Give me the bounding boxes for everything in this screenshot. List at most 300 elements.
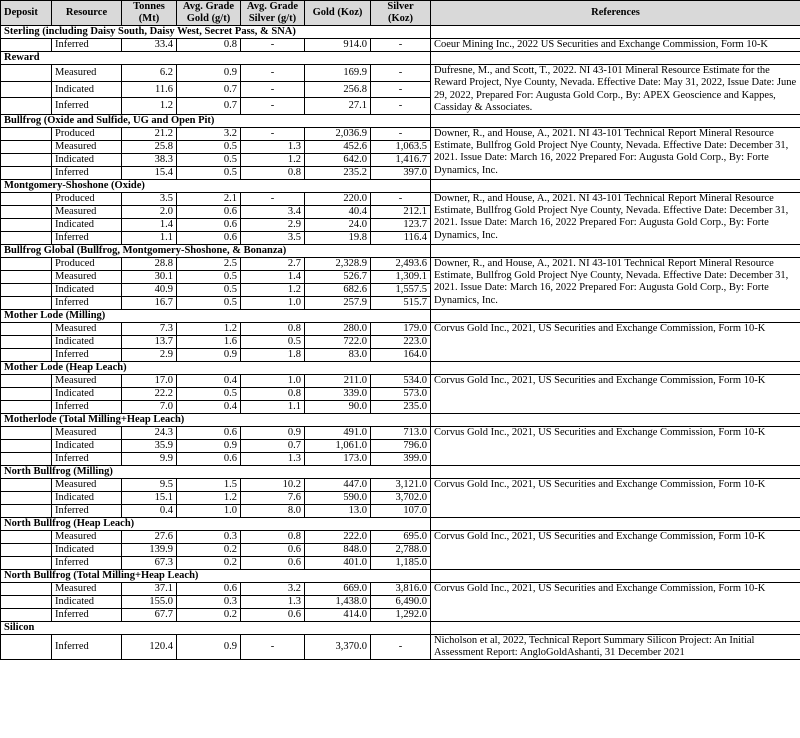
gold-koz-cell: 669.0: [305, 583, 371, 596]
deposit-blank-cell: [1, 141, 52, 154]
silver-koz-cell: 695.0: [371, 531, 431, 544]
resource-cell: Inferred: [52, 635, 122, 660]
deposit-name: Montgomery-Shoshone (Oxide): [1, 180, 431, 193]
tonnes-cell: 3.5: [122, 193, 177, 206]
gold-koz-cell: 13.0: [305, 505, 371, 518]
grade-gold-cell: 0.9: [177, 65, 241, 82]
table-row: [1, 258, 800, 271]
grade-silver-cell: 1.3: [241, 141, 305, 154]
gold-koz-cell: 280.0: [305, 323, 371, 336]
tonnes-cell: 7.0: [122, 401, 177, 414]
grade-gold-cell: 0.9: [177, 440, 241, 453]
resource-cell: Measured: [52, 479, 122, 492]
silver-koz-cell: 164.0: [371, 349, 431, 362]
grade-silver-cell: 0.9: [241, 427, 305, 440]
silver-koz-cell: -: [371, 98, 431, 115]
tonnes-cell: 1.1: [122, 232, 177, 245]
deposit-blank-cell: [1, 401, 52, 414]
grade-silver-cell: 10.2: [241, 479, 305, 492]
tonnes-cell: 7.3: [122, 323, 177, 336]
tonnes-cell: 139.9: [122, 544, 177, 557]
deposit-blank-cell: [1, 98, 52, 115]
gold-koz-cell: 447.0: [305, 479, 371, 492]
resource-cell: Inferred: [52, 98, 122, 115]
deposit-name: North Bullfrog (Total Milling+Heap Leach): [1, 570, 431, 583]
gold-koz-cell: 526.7: [305, 271, 371, 284]
silver-koz-cell: 107.0: [371, 505, 431, 518]
deposit-blank-cell: [1, 596, 52, 609]
silver-koz-cell: 713.0: [371, 427, 431, 440]
silver-koz-cell: 1,063.5: [371, 141, 431, 154]
grade-gold-cell: 0.6: [177, 583, 241, 596]
deposit-blank-cell: [1, 609, 52, 622]
gold-koz-cell: 401.0: [305, 557, 371, 570]
deposit-blank-cell: [1, 492, 52, 505]
grade-gold-cell: 1.2: [177, 323, 241, 336]
deposit-header-row: [1, 52, 800, 65]
resource-cell: Measured: [52, 427, 122, 440]
resource-cell: Indicated: [52, 81, 122, 98]
tonnes-cell: 27.6: [122, 531, 177, 544]
deposit-blank-cell: [1, 297, 52, 310]
gold-koz-cell: 235.2: [305, 167, 371, 180]
deposit-blank-cell: [1, 557, 52, 570]
tonnes-cell: 22.2: [122, 388, 177, 401]
resource-cell: Indicated: [52, 544, 122, 557]
gold-koz-cell: 491.0: [305, 427, 371, 440]
header-silver-koz: Silver (Koz): [371, 1, 431, 26]
grade-gold-cell: 2.1: [177, 193, 241, 206]
tonnes-cell: 9.9: [122, 453, 177, 466]
reference-cell: Corvus Gold Inc., 2021, US Securities and Exchange Commission, Form 10-K: [431, 375, 800, 414]
grade-gold-cell: 0.5: [177, 154, 241, 167]
silver-koz-cell: 796.0: [371, 440, 431, 453]
grade-silver-cell: -: [241, 193, 305, 206]
header-row: [1, 1, 800, 26]
grade-silver-cell: 1.3: [241, 596, 305, 609]
deposit-blank-cell: [1, 388, 52, 401]
deposit-header-row: [1, 245, 800, 258]
silver-koz-cell: 573.0: [371, 388, 431, 401]
deposit-name: Reward: [1, 52, 431, 65]
silver-koz-cell: 116.4: [371, 232, 431, 245]
reference-blank-cell: [431, 622, 800, 635]
table-row: [1, 39, 800, 52]
tonnes-cell: 13.7: [122, 336, 177, 349]
grade-silver-cell: -: [241, 98, 305, 115]
resource-cell: Measured: [52, 141, 122, 154]
reference-blank-cell: [431, 362, 800, 375]
gold-koz-cell: 222.0: [305, 531, 371, 544]
table-row: [1, 479, 800, 492]
resource-cell: Indicated: [52, 388, 122, 401]
deposit-blank-cell: [1, 128, 52, 141]
tonnes-cell: 24.3: [122, 427, 177, 440]
resource-cell: Measured: [52, 583, 122, 596]
deposit-name: Bullfrog Global (Bullfrog, Montgomery-Shoshone, & Bonanza): [1, 245, 431, 258]
grade-gold-cell: 0.5: [177, 167, 241, 180]
reference-cell: Nicholson et al, 2022, Technical Report Summary Silicon Project: An Initial Assessment Report: AngloGoldAshanti, 31 December 2021: [431, 635, 800, 660]
silver-koz-cell: 534.0: [371, 375, 431, 388]
deposit-name: North Bullfrog (Heap Leach): [1, 518, 431, 531]
gold-koz-cell: 3,370.0: [305, 635, 371, 660]
gold-koz-cell: 339.0: [305, 388, 371, 401]
reference-blank-cell: [431, 310, 800, 323]
header-grade-gold: Avg. Grade Gold (g/t): [177, 1, 241, 26]
deposit-blank-cell: [1, 323, 52, 336]
header-references: References: [431, 1, 800, 26]
tonnes-cell: 17.0: [122, 375, 177, 388]
grade-gold-cell: 0.5: [177, 141, 241, 154]
silver-koz-cell: -: [371, 65, 431, 82]
gold-koz-cell: 722.0: [305, 336, 371, 349]
reference-blank-cell: [431, 414, 800, 427]
resource-cell: Inferred: [52, 167, 122, 180]
grade-gold-cell: 0.5: [177, 284, 241, 297]
resource-cell: Inferred: [52, 453, 122, 466]
grade-silver-cell: 1.8: [241, 349, 305, 362]
header-grade-silver: Avg. Grade Silver (g/t): [241, 1, 305, 26]
resource-cell: Indicated: [52, 219, 122, 232]
tonnes-cell: 37.1: [122, 583, 177, 596]
silver-koz-cell: 223.0: [371, 336, 431, 349]
tonnes-cell: 11.6: [122, 81, 177, 98]
reference-cell: Coeur Mining Inc., 2022 US Securities and Exchange Commission, Form 10-K: [431, 39, 800, 52]
deposit-blank-cell: [1, 505, 52, 518]
deposit-header-row: [1, 622, 800, 635]
gold-koz-cell: 590.0: [305, 492, 371, 505]
grade-gold-cell: 0.8: [177, 39, 241, 52]
silver-koz-cell: -: [371, 128, 431, 141]
silver-koz-cell: 1,309.1: [371, 271, 431, 284]
gold-koz-cell: 90.0: [305, 401, 371, 414]
grade-gold-cell: 0.7: [177, 81, 241, 98]
tonnes-cell: 15.1: [122, 492, 177, 505]
grade-gold-cell: 0.5: [177, 388, 241, 401]
grade-gold-cell: 0.7: [177, 98, 241, 115]
tonnes-cell: 2.9: [122, 349, 177, 362]
gold-koz-cell: 914.0: [305, 39, 371, 52]
grade-silver-cell: -: [241, 635, 305, 660]
reference-cell: Downer, R., and House, A., 2021. NI 43-101 Technical Report Mineral Resource Estimate, Bullfrog Gold Project Nye County, Nevada. Effective Date: December 31, 2021. Issue Date: March 16, 2022 Prepared For: Augusta Gold Corp., By: Forte Dynamics, Inc.: [431, 128, 800, 180]
silver-koz-cell: 515.7: [371, 297, 431, 310]
deposit-header-row: [1, 518, 800, 531]
silver-koz-cell: 179.0: [371, 323, 431, 336]
grade-gold-cell: 1.5: [177, 479, 241, 492]
deposit-blank-cell: [1, 479, 52, 492]
deposit-header-row: [1, 310, 800, 323]
reference-blank-cell: [431, 570, 800, 583]
resource-cell: Indicated: [52, 440, 122, 453]
grade-silver-cell: 1.4: [241, 271, 305, 284]
deposit-blank-cell: [1, 193, 52, 206]
gold-koz-cell: 642.0: [305, 154, 371, 167]
resource-cell: Indicated: [52, 596, 122, 609]
gold-koz-cell: 27.1: [305, 98, 371, 115]
gold-koz-cell: 2,328.9: [305, 258, 371, 271]
grade-silver-cell: 0.6: [241, 609, 305, 622]
deposit-header-row: [1, 362, 800, 375]
resource-cell: Measured: [52, 531, 122, 544]
tonnes-cell: 16.7: [122, 297, 177, 310]
gold-koz-cell: 682.6: [305, 284, 371, 297]
resource-cell: Indicated: [52, 154, 122, 167]
grade-gold-cell: 0.9: [177, 635, 241, 660]
deposit-blank-cell: [1, 336, 52, 349]
resource-cell: Inferred: [52, 505, 122, 518]
reference-blank-cell: [431, 245, 800, 258]
grade-gold-cell: 2.5: [177, 258, 241, 271]
tonnes-cell: 15.4: [122, 167, 177, 180]
reference-blank-cell: [431, 466, 800, 479]
grade-silver-cell: 0.8: [241, 323, 305, 336]
resource-cell: Measured: [52, 375, 122, 388]
grade-silver-cell: 0.5: [241, 336, 305, 349]
grade-gold-cell: 0.9: [177, 349, 241, 362]
deposit-name: Sterling (including Daisy South, Daisy West, Secret Pass, & SNA): [1, 26, 431, 39]
silver-koz-cell: 123.7: [371, 219, 431, 232]
resource-cell: Inferred: [52, 401, 122, 414]
grade-silver-cell: 3.2: [241, 583, 305, 596]
deposit-blank-cell: [1, 167, 52, 180]
resource-cell: Indicated: [52, 336, 122, 349]
deposit-blank-cell: [1, 81, 52, 98]
table-body: [1, 26, 800, 660]
deposit-blank-cell: [1, 453, 52, 466]
reference-cell: Corvus Gold Inc., 2021, US Securities and Exchange Commission, Form 10-K: [431, 479, 800, 518]
deposit-blank-cell: [1, 271, 52, 284]
silver-koz-cell: 2,788.0: [371, 544, 431, 557]
deposit-header-row: [1, 26, 800, 39]
reference-blank-cell: [431, 518, 800, 531]
gold-koz-cell: 83.0: [305, 349, 371, 362]
deposit-blank-cell: [1, 531, 52, 544]
grade-gold-cell: 0.5: [177, 271, 241, 284]
tonnes-cell: 9.5: [122, 479, 177, 492]
grade-gold-cell: 1.0: [177, 505, 241, 518]
reference-cell: Dufresne, M., and Scott, T., 2022. NI 43-101 Mineral Resource Estimate for the Reward Project, Nye County, Nevada. Effective Date: May 31, 2022, Issue Date: June 29, 2022, Prepared For: Augusta Gold Corp., By: APEX Geoscience and Kappes, Cassiday & Associates.: [431, 65, 800, 115]
tonnes-cell: 1.4: [122, 219, 177, 232]
deposit-name: Bullfrog (Oxide and Sulfide, UG and Open Pit): [1, 115, 431, 128]
grade-gold-cell: 1.2: [177, 492, 241, 505]
reference-blank-cell: [431, 52, 800, 65]
gold-koz-cell: 1,438.0: [305, 596, 371, 609]
resource-cell: Measured: [52, 323, 122, 336]
reference-cell: Corvus Gold Inc., 2021, US Securities and Exchange Commission, Form 10-K: [431, 531, 800, 570]
grade-silver-cell: 1.3: [241, 453, 305, 466]
silver-koz-cell: 3,702.0: [371, 492, 431, 505]
deposit-blank-cell: [1, 284, 52, 297]
deposit-blank-cell: [1, 39, 52, 52]
grade-gold-cell: 0.6: [177, 453, 241, 466]
silver-koz-cell: 235.0: [371, 401, 431, 414]
tonnes-cell: 2.0: [122, 206, 177, 219]
resource-cell: Inferred: [52, 609, 122, 622]
deposit-blank-cell: [1, 635, 52, 660]
grade-gold-cell: 0.6: [177, 232, 241, 245]
gold-koz-cell: 848.0: [305, 544, 371, 557]
tonnes-cell: 28.8: [122, 258, 177, 271]
grade-gold-cell: 0.4: [177, 375, 241, 388]
deposit-name: Silicon: [1, 622, 431, 635]
deposit-blank-cell: [1, 440, 52, 453]
resource-cell: Measured: [52, 65, 122, 82]
grade-silver-cell: 1.1: [241, 401, 305, 414]
deposit-header-row: [1, 115, 800, 128]
grade-silver-cell: 3.5: [241, 232, 305, 245]
reference-blank-cell: [431, 115, 800, 128]
grade-gold-cell: 1.6: [177, 336, 241, 349]
tonnes-cell: 67.3: [122, 557, 177, 570]
grade-gold-cell: 0.2: [177, 544, 241, 557]
header-tonnes: Tonnes (Mt): [122, 1, 177, 26]
grade-silver-cell: 0.8: [241, 388, 305, 401]
gold-koz-cell: 220.0: [305, 193, 371, 206]
grade-silver-cell: 1.0: [241, 375, 305, 388]
table-row: [1, 193, 800, 206]
grade-gold-cell: 0.6: [177, 427, 241, 440]
tonnes-cell: 120.4: [122, 635, 177, 660]
silver-koz-cell: 1,292.0: [371, 609, 431, 622]
grade-silver-cell: 0.6: [241, 544, 305, 557]
grade-gold-cell: 3.2: [177, 128, 241, 141]
reference-cell: Downer, R., and House, A., 2021. NI 43-101 Technical Report Mineral Resource Estimate, Bullfrog Gold Project Nye County, Nevada. Effective Date: December 31, 2021. Issue Date: March 16, 2022 Prepared For: Augusta Gold Corp., By: Forte Dynamics, Inc.: [431, 258, 800, 310]
silver-koz-cell: 3,121.0: [371, 479, 431, 492]
silver-koz-cell: 212.1: [371, 206, 431, 219]
deposit-header-row: [1, 466, 800, 479]
deposit-header-row: [1, 570, 800, 583]
deposit-blank-cell: [1, 258, 52, 271]
table-row: [1, 65, 800, 82]
tonnes-cell: 38.3: [122, 154, 177, 167]
resource-cell: Produced: [52, 258, 122, 271]
deposit-blank-cell: [1, 375, 52, 388]
grade-gold-cell: 0.3: [177, 531, 241, 544]
reference-cell: Corvus Gold Inc., 2021, US Securities and Exchange Commission, Form 10-K: [431, 323, 800, 362]
silver-koz-cell: 6,490.0: [371, 596, 431, 609]
deposit-blank-cell: [1, 583, 52, 596]
resource-cell: Produced: [52, 193, 122, 206]
deposit-header-row: [1, 414, 800, 427]
table-row: [1, 375, 800, 388]
tonnes-cell: 21.2: [122, 128, 177, 141]
gold-koz-cell: 40.4: [305, 206, 371, 219]
deposit-name: North Bullfrog (Milling): [1, 466, 431, 479]
deposit-blank-cell: [1, 544, 52, 557]
gold-koz-cell: 19.8: [305, 232, 371, 245]
reference-blank-cell: [431, 26, 800, 39]
gold-koz-cell: 1,061.0: [305, 440, 371, 453]
gold-koz-cell: 24.0: [305, 219, 371, 232]
silver-koz-cell: -: [371, 39, 431, 52]
table-row: [1, 323, 800, 336]
tonnes-cell: 155.0: [122, 596, 177, 609]
grade-silver-cell: 0.6: [241, 557, 305, 570]
resource-cell: Measured: [52, 206, 122, 219]
grade-silver-cell: 7.6: [241, 492, 305, 505]
resource-cell: Inferred: [52, 39, 122, 52]
grade-silver-cell: 1.2: [241, 284, 305, 297]
header-gold-koz: Gold (Koz): [305, 1, 371, 26]
grade-silver-cell: 3.4: [241, 206, 305, 219]
gold-koz-cell: 256.8: [305, 81, 371, 98]
grade-silver-cell: 2.9: [241, 219, 305, 232]
tonnes-cell: 0.4: [122, 505, 177, 518]
grade-silver-cell: -: [241, 65, 305, 82]
gold-koz-cell: 257.9: [305, 297, 371, 310]
tonnes-cell: 40.9: [122, 284, 177, 297]
grade-silver-cell: 1.2: [241, 154, 305, 167]
grade-silver-cell: 0.8: [241, 531, 305, 544]
tonnes-cell: 35.9: [122, 440, 177, 453]
gold-koz-cell: 2,036.9: [305, 128, 371, 141]
grade-silver-cell: 0.8: [241, 167, 305, 180]
gold-koz-cell: 211.0: [305, 375, 371, 388]
table-row: [1, 128, 800, 141]
gold-koz-cell: 169.9: [305, 65, 371, 82]
grade-gold-cell: 0.2: [177, 557, 241, 570]
silver-koz-cell: 399.0: [371, 453, 431, 466]
silver-koz-cell: -: [371, 193, 431, 206]
deposit-name: Motherlode (Total Milling+Heap Leach): [1, 414, 431, 427]
grade-silver-cell: 0.7: [241, 440, 305, 453]
grade-gold-cell: 0.6: [177, 219, 241, 232]
silver-koz-cell: 1,557.5: [371, 284, 431, 297]
reference-blank-cell: [431, 180, 800, 193]
deposit-blank-cell: [1, 219, 52, 232]
grade-silver-cell: -: [241, 128, 305, 141]
silver-koz-cell: 1,185.0: [371, 557, 431, 570]
tonnes-cell: 67.7: [122, 609, 177, 622]
tonnes-cell: 33.4: [122, 39, 177, 52]
deposit-blank-cell: [1, 427, 52, 440]
resource-cell: Measured: [52, 271, 122, 284]
resource-cell: Indicated: [52, 284, 122, 297]
tonnes-cell: 1.2: [122, 98, 177, 115]
deposit-name: Mother Lode (Heap Leach): [1, 362, 431, 375]
deposit-blank-cell: [1, 349, 52, 362]
silver-koz-cell: 397.0: [371, 167, 431, 180]
table-row: [1, 583, 800, 596]
silver-koz-cell: 2,493.6: [371, 258, 431, 271]
resource-cell: Inferred: [52, 297, 122, 310]
grade-gold-cell: 0.5: [177, 297, 241, 310]
resource-cell: Produced: [52, 128, 122, 141]
resource-cell: Indicated: [52, 492, 122, 505]
silver-koz-cell: -: [371, 635, 431, 660]
tonnes-cell: 30.1: [122, 271, 177, 284]
gold-koz-cell: 452.6: [305, 141, 371, 154]
reference-cell: Corvus Gold Inc., 2021, US Securities and Exchange Commission, Form 10-K: [431, 583, 800, 622]
header-resource: Resource: [52, 1, 122, 26]
table-row: [1, 427, 800, 440]
deposit-blank-cell: [1, 65, 52, 82]
table-row: [1, 531, 800, 544]
silver-koz-cell: 3,816.0: [371, 583, 431, 596]
deposit-blank-cell: [1, 206, 52, 219]
deposit-header-row: [1, 180, 800, 193]
header-deposit: Deposit: [1, 1, 52, 26]
reference-cell: Corvus Gold Inc., 2021, US Securities and Exchange Commission, Form 10-K: [431, 427, 800, 466]
grade-silver-cell: 2.7: [241, 258, 305, 271]
grade-gold-cell: 0.6: [177, 206, 241, 219]
resource-cell: Inferred: [52, 232, 122, 245]
resource-cell: Inferred: [52, 557, 122, 570]
grade-silver-cell: 1.0: [241, 297, 305, 310]
deposit-name: Mother Lode (Milling): [1, 310, 431, 323]
tonnes-cell: 6.2: [122, 65, 177, 82]
silver-koz-cell: 1,416.7: [371, 154, 431, 167]
